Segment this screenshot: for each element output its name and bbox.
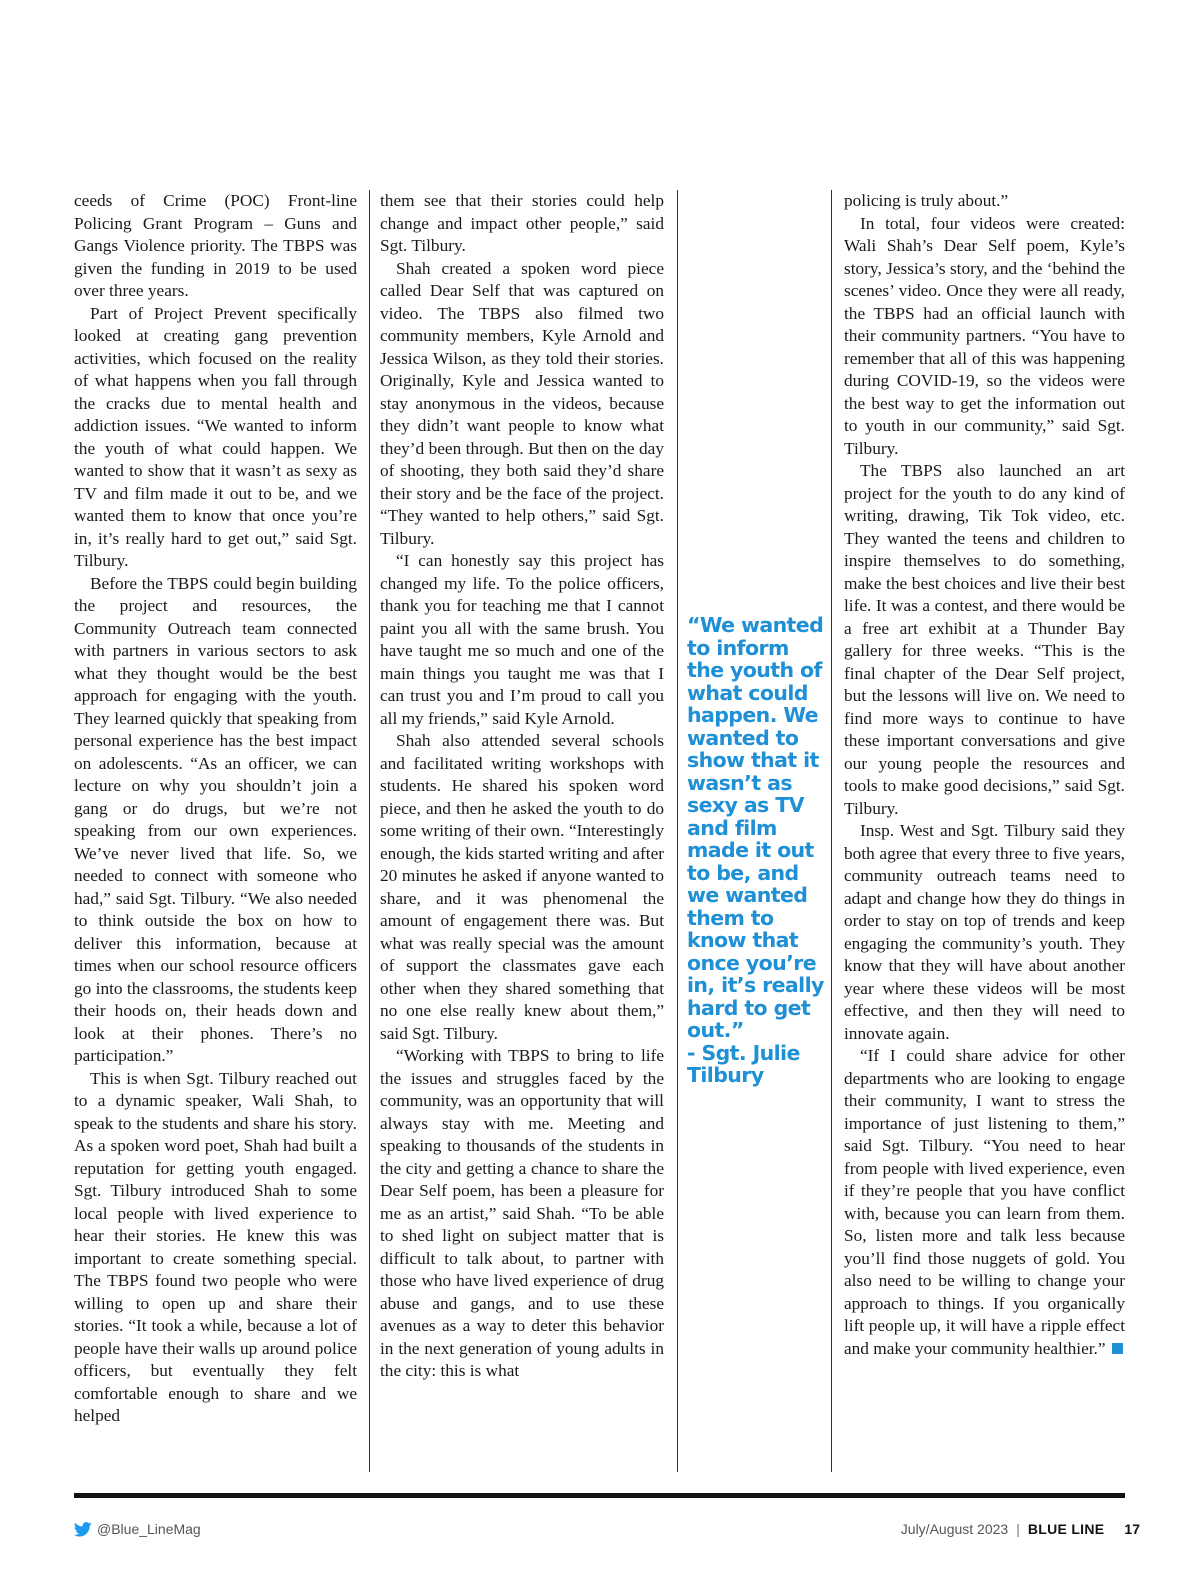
paragraph-text: Shah also attended several schools and facilitated writing workshops with students. He shared his spoken word piece, and then he asked the youth to do some writing of their own. “Interestingly enough, the kids started writing and after 20 minutes he asked if anyone wanted to share, and it was phenomenal the amount of engagement there was. But what was really special was the amount of support the classmates gave each other when they shared something that no one else really knew about them,” said Sgt. Tilbury.	[380, 731, 664, 1043]
paragraph-text: “Working with TBPS to bring to life the issues and struggles faced by the community, was an opportunity that will always stay with me. Meeting and speaking to thousands of the students in the city and getting a chance to share the Dear Self poem, has been a pleasure for me as an artist,” said Shah. “To be able to shed light on subject matter that is difficult to talk about, to partner with those who have lived experience of drug abuse and gangs, and to use these avenues as a way to deter this behavior in the next generation of young adults in the city: this is what	[380, 1046, 664, 1380]
article-paragraph	[380, 550, 664, 730]
paragraph-text: them see that their stories could help change and impact other people,” said Sgt. Tilbury.	[380, 191, 664, 255]
pull-quote-attribution: - Sgt. Julie Tilbury	[687, 1040, 800, 1087]
article-paragraph	[74, 1068, 357, 1428]
article-paragraph	[380, 258, 664, 551]
issue-date: July/August 2023	[900, 1521, 1009, 1537]
page-number: 17	[1124, 1521, 1140, 1537]
paragraph-text: “I can honestly say this project has changed my life. To the police officers, thank you for teaching me that I cannot paint you all with the same brush. You have taught me so much and one of the main things you taught me was that I can trust you and I’m proud to call you all my friends,” said Kyle Arnold.	[380, 551, 664, 728]
article-paragraph	[844, 213, 1125, 461]
article-column-2	[380, 190, 664, 1383]
paragraph-text: The TBPS also launched an art project for the youth to do any kind of writing, drawing, Tik Tok video, etc. They wanted the teens and children to inspire themselves to do something, make the best choices and live their best life. It was a contest, and there would be a free art exhibit at a Thunder Bay gallery for three weeks. “This is the final chapter of the Dear Self project, but the lessons will live on. We need to find more ways to continue to have these important conversations and give our young people the resources and tools to make good decisions,” said Sgt. Tilbury.	[844, 461, 1125, 818]
article-paragraph	[844, 460, 1125, 820]
paragraph-text: policing is truly about.”	[844, 191, 1009, 210]
folio	[901, 1519, 1140, 1539]
footer-rule	[74, 1493, 1125, 1498]
paragraph-text: Before the TBPS could begin building the project and resources, the Community Outreach team connected with partners in various sectors to ask what they thought would be the best approach for engaging with the youth. They learned quickly that speaking from personal experience has the best impact on adolescents. “As an officer, we can lecture on why you shouldn’t join a gang or do drugs, but we’re not speaking from our own experiences. We’ve never lived that life. So, we needed to connect with someone who had,” said Sgt. Tilbury. “We also needed to think outside the box on how to deliver this information, because at times when our school resource officers go into the classrooms, the students keep their hoods on, their heads down and look at their phones. There’s no participation.”	[74, 573, 357, 1065]
article-paragraph	[380, 730, 664, 1045]
twitter-handle[interactable]: @Blue_LineMag	[97, 1521, 201, 1537]
paragraph-text: Part of Project Prevent specifically looked at creating gang prevention activities, which focused on the reality of what happens when you fall through the cracks due to mental health and addiction issues. “We wanted to inform the youth of what could happen. We wanted to show that it wasn’t as sexy as TV and film made it out to be, and we wanted them to know that once you’re in, it’s really hard to get out,” said Sgt. Tilbury.	[74, 303, 357, 570]
footer-social	[74, 1519, 201, 1539]
paragraph-text: This is when Sgt. Tilbury reached out to a dynamic speaker, Wali Shah, to speak to the students and share his story. As a spoken word poet, Shah had built a reputation for getting youth engaged. Sgt. Tilbury introduced Shah to some local people with lived experience to hear their stories. He knew this was important to create something special. The TBPS found two people who were willing to open up and share their stories. “It took a while, because a lot of people have their walls up around police officers, but eventually they felt comfortable enough to share and we helped	[74, 1068, 357, 1425]
pull-quote-text: “We wanted to inform the youth of what could happen. We wanted to show that it wasn’t as sexy as TV and film made it out to be, and we wanted them to know that once you’re in, it’s really hard to get out.”	[687, 613, 824, 1042]
pull-quote	[687, 614, 827, 1087]
article-paragraph	[844, 190, 1125, 213]
article-column-3	[844, 190, 1125, 1360]
column-divider	[677, 190, 678, 1472]
paragraph-text: Shah created a spoken word piece called Dear Self that was captured on video. The TBPS also filmed two community members, Kyle Arnold and Jessica Wilson, as they told their stories. Originally, Kyle and Jessica wanted to stay anonymous in the videos, because they didn’t want people to know what they’d been through. But then on the day of shooting, they both said they’d share their story and be the face of the project. “They wanted to help others,” said Sgt. Tilbury.	[380, 258, 664, 548]
column-divider	[831, 190, 832, 1472]
article-paragraph	[844, 1045, 1125, 1360]
article-paragraph	[380, 1045, 664, 1383]
paragraph-text: Insp. West and Sgt. Tilbury said they both agree that every three to five years, community outreach teams need to adapt and change how they do things in order to stay on top of trends and keep engaging the community’s youth. They know that they will have about another year where these videos will be most effective, and then they will need to innovate again.	[844, 821, 1125, 1043]
article-column-1	[74, 190, 357, 1428]
article-paragraph	[74, 573, 357, 1068]
article-paragraph	[74, 190, 357, 303]
paragraph-text: In total, four videos were created: Wali Shah’s Dear Self poem, Kyle’s story, Jessica’s story, and the ‘behind the scenes’ video. Once they were all ready, the TBPS had an official launch with their community partners. “You have to remember that all of this was happening during COVID-19, so the videos were the best way to get the information out to youth in our community,” said Sgt. Tilbury.	[844, 213, 1125, 458]
magazine-name: BLUE LINE	[1027, 1521, 1105, 1537]
paragraph-text: ceeds of Crime (POC) Front-line Policing Grant Program – Guns and Gangs Violence priority. The TBPS was given the funding in 2019 to be used over three years.	[74, 191, 357, 300]
article-paragraph	[74, 303, 357, 573]
twitter-bird-icon	[74, 1522, 92, 1537]
paragraph-text: “If I could share advice for other departments who are looking to engage their community, I want to stress the importance of just listening to them,” said Sgt. Tilbury. “You need to hear from people with lived experience, even if they’re people that you have conflict with, because you can learn from them. So, listen more and talk less because you’ll find those nuggets of gold. You also need to be willing to change your approach to things. If you organically lift people up, it will have a ripple effect and make your community healthier.”	[844, 1046, 1125, 1358]
article-paragraph	[844, 820, 1125, 1045]
article-paragraph	[380, 190, 664, 258]
column-divider	[369, 190, 370, 1472]
end-of-article-mark	[1112, 1343, 1123, 1354]
folio-separator: |	[1016, 1521, 1020, 1537]
